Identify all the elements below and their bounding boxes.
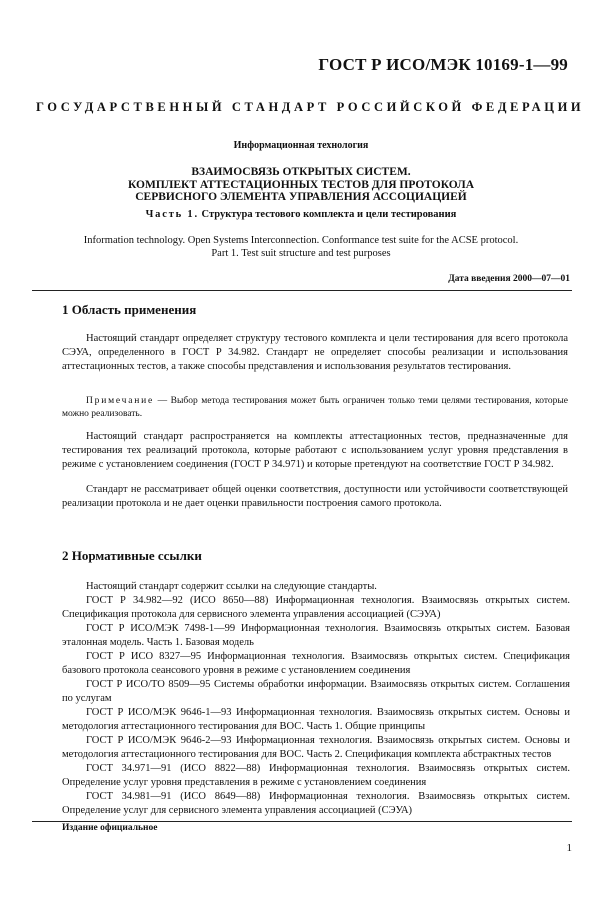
page-number: 1: [566, 842, 572, 854]
top-divider: [32, 290, 572, 291]
document-code: ГОСТ Р ИСО/МЭК 10169-1—99: [318, 55, 568, 74]
paragraph-text: Настоящий стандарт распространяется на комплекты аттестационных тестов, предназначенные для тестирования тех реализаций протокола, которые работают с использованием услуг уровня представления в режиме с установлением соединения (ГОСТ Р 34.971) и которые претендуют на соответствие ГОСТ Р 34.982.: [62, 431, 568, 470]
series-title: Информационная технология: [233, 140, 369, 151]
reference-item: ГОСТ Р ИСО 8327—95 Информационная технология. Взаимосвязь открытых систем. Спецификация базового протокола сеансового уровня в режиме с установлением соединения: [62, 651, 570, 676]
standard-title: [0, 166, 602, 204]
title-line-2: КОМПЛЕКТ АТТЕСТАЦИОННЫХ ТЕСТОВ ДЛЯ ПРОТОКОЛА: [127, 178, 475, 191]
state-standard-banner: ГОСУДАРСТВЕННЫЙ СТАНДАРТ РОССИЙСКОЙ ФЕДЕРАЦИИ: [36, 100, 585, 114]
paragraph-text: Стандарт не рассматривает общей оценки соответствия, доступности или устойчивости соответствующей реализации протокола и не дает оценки правильности построения самого протокола.: [62, 484, 568, 509]
section-1-paragraph-3: [62, 483, 568, 511]
effective-date: Дата введения 2000—07—01: [448, 274, 570, 284]
note-label: Примечание: [86, 396, 155, 406]
note-paragraph: [62, 395, 568, 421]
note-text: — Выбор метода тестирования может быть ограничен только теми целями тестирования, которые можно реализовать.: [62, 396, 568, 419]
english-title: [30, 234, 572, 260]
reference-item: ГОСТ Р ИСО/ТО 8509—95 Системы обработки информации. Взаимосвязь открытых систем. Соглашения по услугам: [62, 679, 570, 704]
part-label: Часть 1.: [145, 209, 199, 220]
section-2-heading: 2 Нормативные ссылки: [62, 548, 202, 563]
reference-item: ГОСТ Р 34.982—92 (ИСО 8650—88) Информационная технология. Взаимосвязь открытых систем. Спецификация протокола для сервисного элемента управления ассоциацией (СЭУА): [62, 595, 570, 620]
references-intro: Настоящий стандарт содержит ссылки на следующие стандарты.: [86, 581, 377, 592]
reference-item: ГОСТ Р ИСО/МЭК 9646-2—93 Информационная технология. Взаимосвязь открытых систем. Основы и методология аттестационного тестирования для ВОС. Часть 2. Спецификация комплекта абстрактных тестов: [62, 735, 570, 760]
english-title-line-2: Part 1. Test suit structure and test purposes: [211, 248, 391, 259]
reference-item: ГОСТ 34.971—91 (ИСО 8822—88) Информационная технология. Взаимосвязь открытых систем. Определение услуг уровня представления в режиме с установлением соединения: [62, 763, 570, 788]
title-line-3: СЕРВИСНОГО ЭЛЕМЕНТА УПРАВЛЕНИЯ АССОЦИАЦИЕЙ: [135, 191, 467, 203]
section-1-heading: 1 Область применения: [62, 302, 197, 317]
section-1-paragraph-2: [62, 430, 568, 472]
normative-references: [62, 580, 570, 818]
bottom-divider: [32, 821, 572, 822]
title-line-1: ВЗАИМОСВЯЗЬ ОТКРЫТЫХ СИСТЕМ.: [191, 166, 411, 178]
part-name: Структура тестового комплекта и цели тестирования: [201, 209, 457, 220]
english-title-line-1: Information technology. Open Systems Interconnection. Conformance test suite for the ACSE protocol.: [83, 235, 519, 246]
reference-item: ГОСТ Р ИСО/МЭК 9646-1—93 Информационная технология. Взаимосвязь открытых систем. Основы и методология аттестационного тестирования для ВОС. Часть 1. Общие принципы: [62, 707, 570, 732]
section-1-paragraph-1: [62, 332, 568, 374]
paragraph-text: Настоящий стандарт определяет структуру тестового комплекта и цели тестирования для всего протокола СЭУА, определенного в ГОСТ Р 34.982. Стандарт не определяет способы реализации и использования аттестационных тестов, а также способы представления и использования результатов тестирования.: [62, 333, 568, 372]
section-1-note: [62, 395, 568, 421]
part-title: [0, 209, 602, 220]
reference-item: ГОСТ 34.981—91 (ИСО 8649—88) Информационная технология. Взаимосвязь открытых систем. Определение услуг для сервисного элемента управления ассоциацией (СЭУА): [62, 791, 570, 816]
reference-item: ГОСТ Р ИСО/МЭК 7498-1—99 Информационная технология. Взаимосвязь открытых систем. Базовая эталонная модель. Часть 1. Базовая модель: [62, 623, 570, 648]
official-edition-label: Издание официальное: [62, 823, 158, 833]
